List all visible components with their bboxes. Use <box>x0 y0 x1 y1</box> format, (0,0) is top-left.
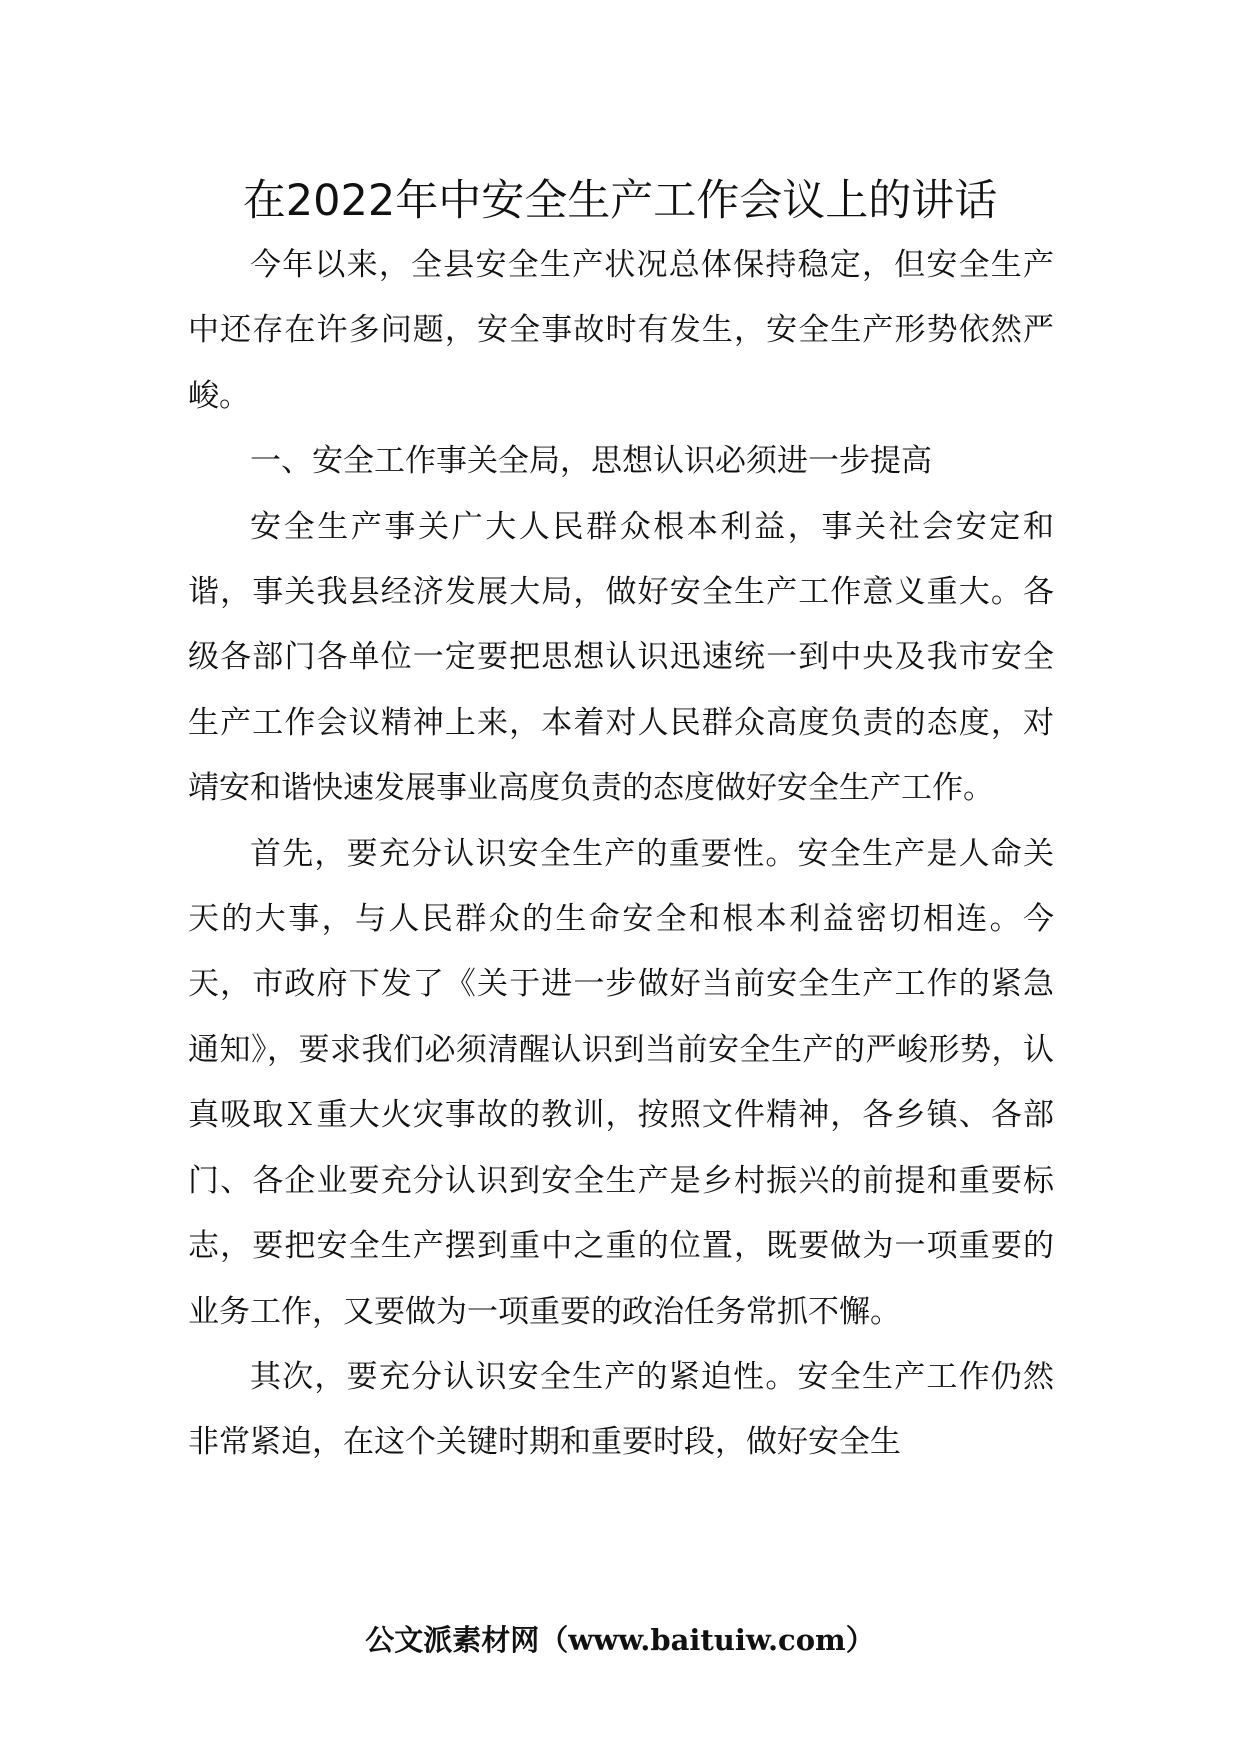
paragraph-section1-body: 安全生产事关广大人民群众根本利益，事关社会安定和谐，事关我县经济发展大局，做好安全生产工作意义重大。各级各部门各单位一定要把思想认识迅速统一到中央及我市安全生产工作会议精神上来，本着对人民群众高度负责的态度，对靖安和谐快速发展事业高度负责的态度做好安全生产工作。 <box>188 508 1054 807</box>
footer-source: 公文派素材网（www.baituiw.com） <box>365 1623 875 1657</box>
paragraph-urgency: 其次，要充分认识安全生产的紧迫性。安全生产工作仍然非常紧迫，在这个关键时期和重要时段，做好安全生 <box>188 1358 1054 1461</box>
paragraph-importance: 首先，要充分认识安全生产的重要性。安全生产是人命关天的大事，与人民群众的生命安全和根本利益密切相连。今天，市政府下发了《关于进一步做好当前安全生产工作的紧急通知》，要求我们必须清醒认识到当前安全生产的严峻形势，认真吸取Ｘ重大火灾事故的教训，按照文件精神，各乡镇、各部门、各企业要充分认识到安全生产是乡村振兴的前提和重要标志，要把安全生产摆到重中之重的位置，既要做为一项重要的业务工作，又要做为一项重要的政治任务常抓不懈。 <box>188 835 1054 1330</box>
section-heading-1: 一、安全工作事关全局，思想认识必须进一步提高 <box>250 443 932 480</box>
paragraph-intro: 今年以来，全县安全生产状况总体保持稳定，但安全生产中还存在许多问题，安全事故时有发生，安全生产形势依然严峻。 <box>188 247 1054 414</box>
document-body <box>188 233 1054 1476</box>
document-title: 在2022年中安全生产工作会议上的讲话 <box>242 176 998 226</box>
